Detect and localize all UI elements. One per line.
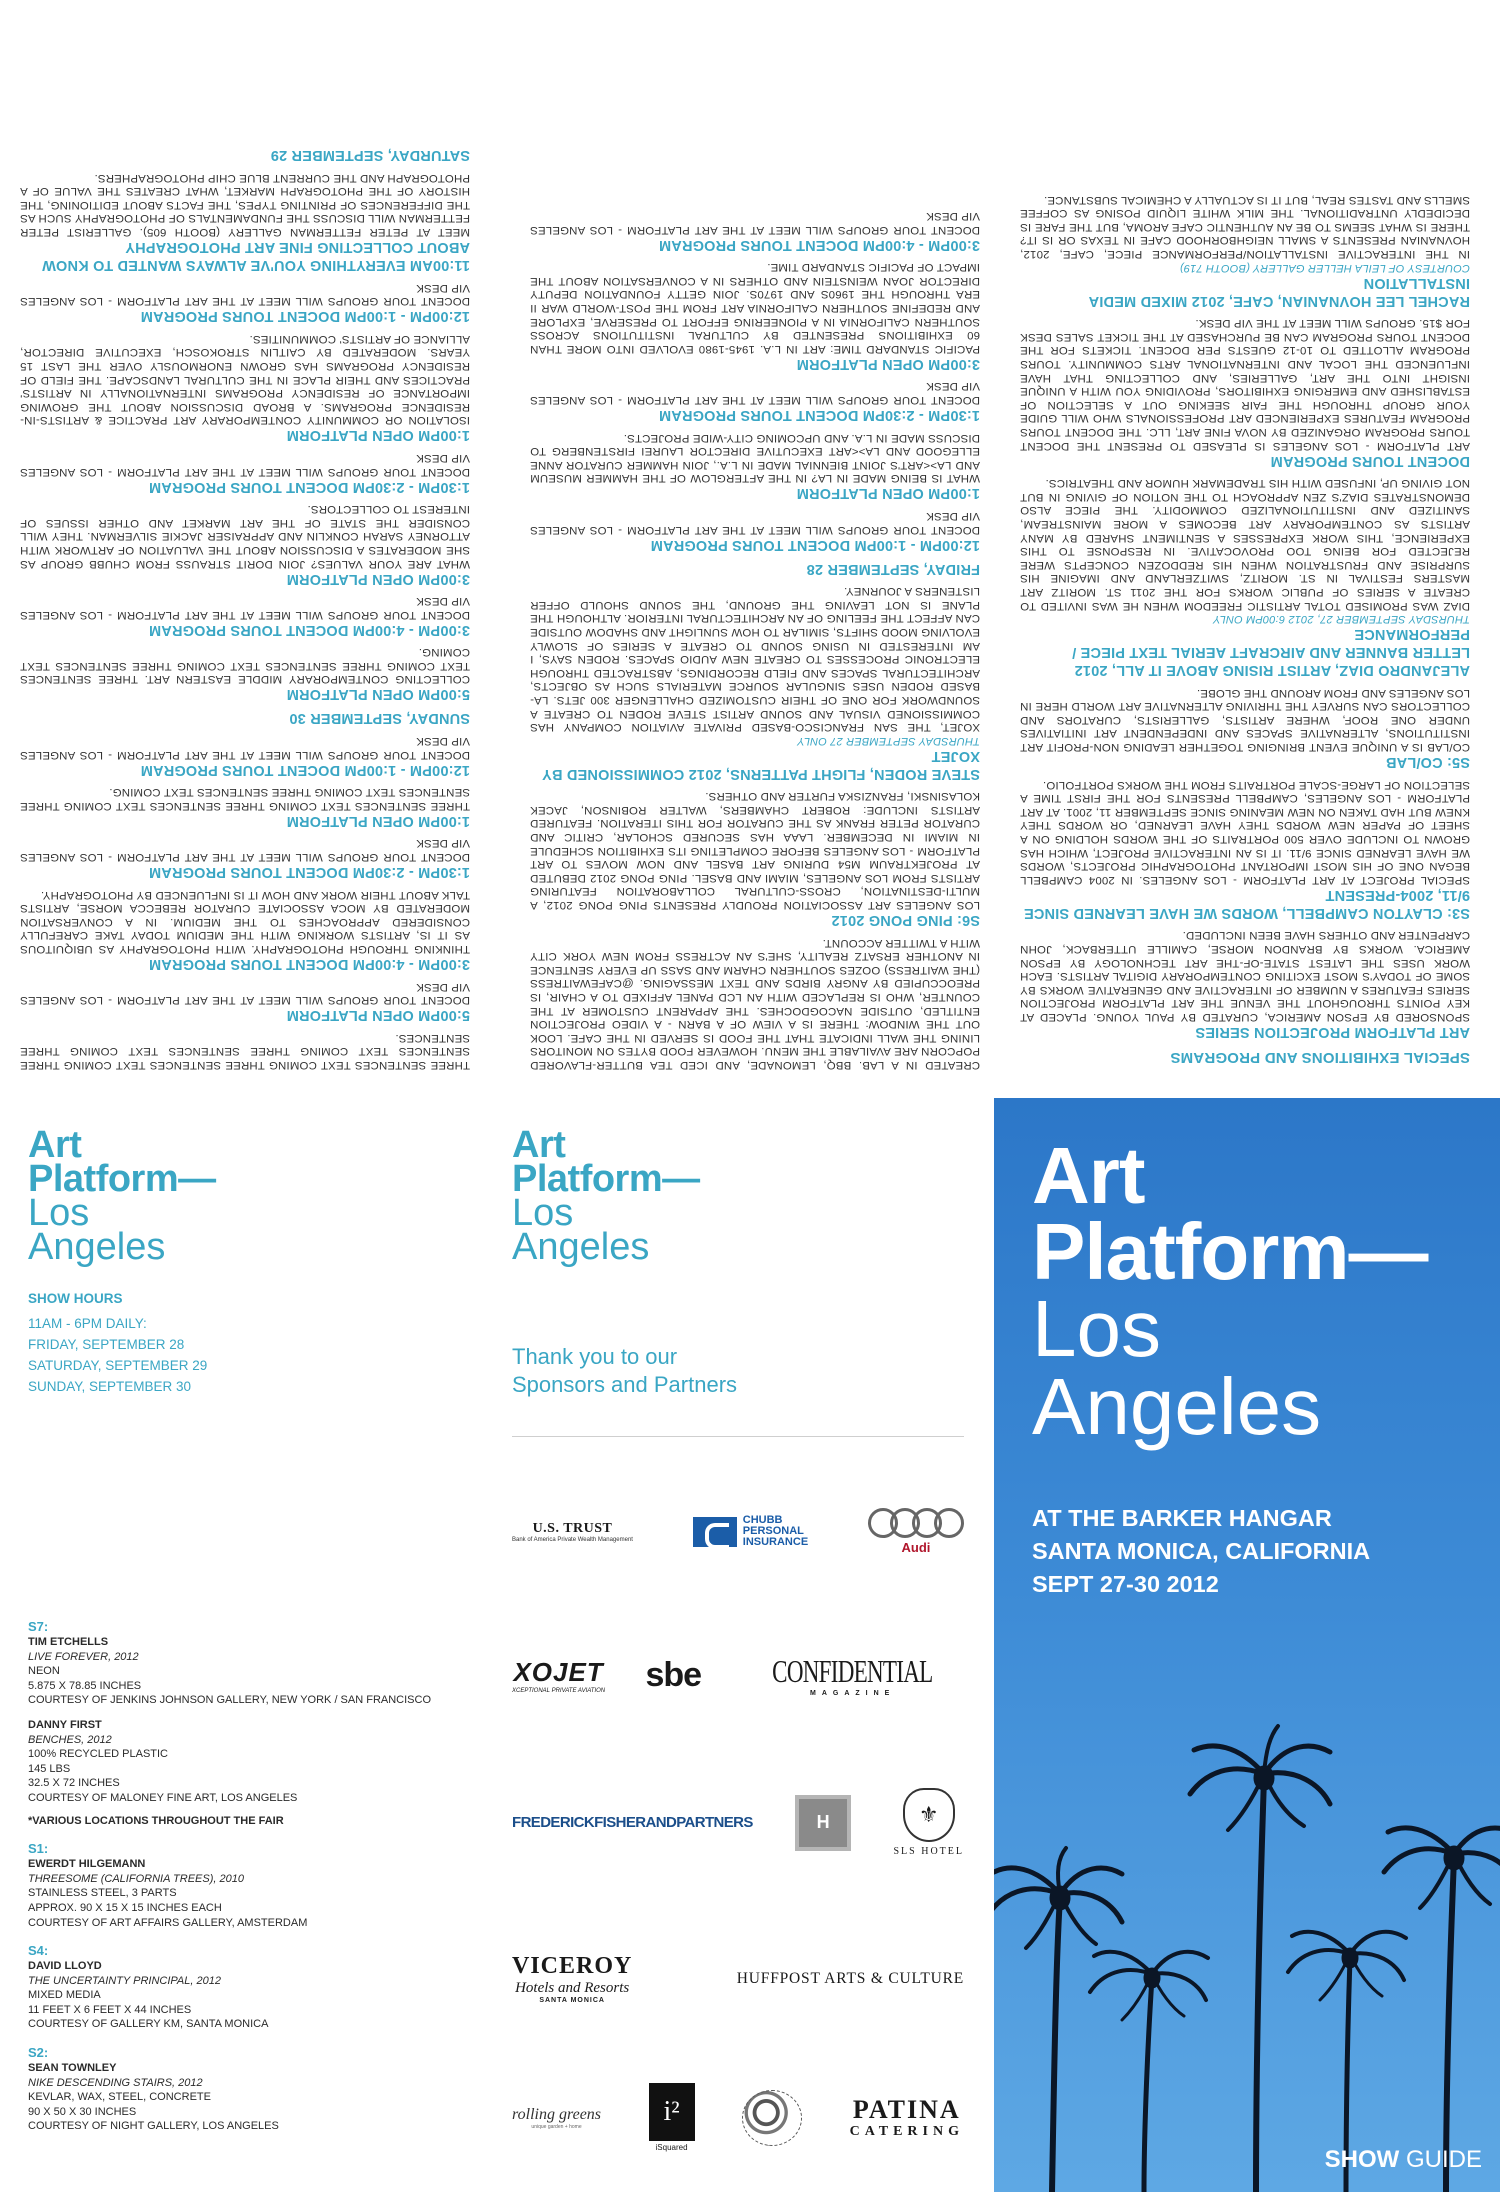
artwork-detail: 90 X 50 X 30 INCHES bbox=[28, 2105, 137, 2118]
thanks-line: Thank you to our bbox=[512, 1344, 678, 1369]
artwork-detail: 11 FEET X 6 FEET X 44 INCHES bbox=[28, 2003, 192, 2016]
program-title: 11:00AM EVERYTHING YOU'VE ALWAYS WANTED TO KNOW ABOUT COLLECTING FINE ART PHOTOGRAPHY bbox=[41, 239, 470, 274]
artwork-title: LIVE FOREVER, 2012 bbox=[28, 1650, 139, 1663]
program-body: DOCENT TOUR GROUPS WILL MEET AT THE ART PLATFORM - LOS ANGELES VIP DESK bbox=[530, 380, 980, 407]
program-body: DOCENT TOUR GROUPS WILL MEET AT THE ART PLATFORM - LOS ANGELES VIP DESK bbox=[20, 451, 470, 478]
program-subtitle: COURTESY OF LEILA HELLER GALLERY (BOOTH 719) bbox=[1179, 261, 1470, 274]
artwork-title: THREESOME (CALIFORNIA TREES), 2010 bbox=[28, 1872, 244, 1885]
program-column-middle bbox=[530, 203, 980, 1072]
program-body: DOCENT TOUR GROUPS WILL MEET AT THE ART PLATFORM - LOS ANGELES VIP DESK bbox=[20, 595, 470, 621]
xojet-tag: XCEPTIONAL PRIVATE AVIATION bbox=[512, 1687, 606, 1694]
program-title: ART PLATFORM PROJECTION SERIES bbox=[1195, 1024, 1470, 1040]
program-item bbox=[1020, 316, 1470, 470]
program-column-left bbox=[1020, 186, 1470, 1071]
xojet-name: XOJET bbox=[513, 1656, 604, 1687]
program-item bbox=[530, 379, 980, 424]
artwork-section-label: S2: bbox=[28, 2045, 49, 2061]
program-item bbox=[20, 1030, 470, 1071]
huffpost-logo bbox=[737, 1970, 964, 1988]
program-body: DOCENT TOUR GROUPS WILL MEET AT THE ART PLATFORM - LOS ANGELES VIP DESK bbox=[20, 735, 470, 761]
artwork-detail: 32.5 X 72 INCHES bbox=[28, 1777, 120, 1790]
program-body: DOCENT TOUR GROUPS WILL MEET AT THE ART PLATFORM - LOS ANGELES VIP DESK bbox=[530, 210, 980, 236]
program-title: FRIDAY, SEPTEMBER 28 bbox=[806, 560, 980, 577]
program-item bbox=[20, 146, 470, 164]
program-body: XOJET, THE SAN FRANCISCO-BASED PRIVATE AVIATION COMPANY HAS COMMISSIONED VISUAL AND SOUND ARTIST STEVE RODEN TO CREATE A SOUNDWORK FOR ONE OF THEIR CUSTOMIZED CHALLENGER 300 JETS. LA-BASED RODEN USES SINGULAR SOURCE MATERIALS SUCH AS OBJECTS, ARCHITECTURAL SPACES AND FIELD RECORDINGS, ABSTRACTED THROUGH ELECTRONIC PROCESSES TO CREATE NEW AUDIO SPACES. RODEN SAYS, I AM INTERESTED IN USING SOUND TO CREATE A SERIES OF SLOWLY EVOLVING MOOD SHIFTS, SIMILAR TO HOW SUNLIGHT AND SHADOW OUTSIDE CAN AFFECT THE FEELING OF AN ARCHITECTURAL INTERIOR. ALTHOUGH THE PLANE IS NOT LEAVING THE GROUND, THE SOUND SHOULD OFFER LISTENERS A JOURNEY. bbox=[530, 585, 980, 734]
program-item bbox=[20, 331, 470, 444]
show-guide-rest: GUIDE bbox=[1399, 2146, 1482, 2173]
program-item bbox=[20, 979, 470, 1024]
artwork-group bbox=[28, 2044, 468, 2134]
program-body: ART PLATFORM - LOS ANGELES IS PLEASED TO PRESENT THE DOCENT TOURS PROGRAM ORGANIZED BY NOVA FINE ART, LLC. THE DOCENT TOURS PROGRAM FEATURES EXPERIENCED ART PROFESSIONALS WHO WILL GUIDE YOUR GROUP THROUGH THE FAIR SEEKING OUT A SELECTION OF ESTABLISHED AND EMERGING EXHIBITORS, PROVIDING YOU WITH A UNIQUE INSIGHT INTO THE ART, GALLERIES, AND COLLECTING THAT HAVE INFLUENCED THE LOCAL AND INTERNATIONAL ARTS COMMUNITY. TOURS PROGRAM ALLOTTED TO 10-12 GUESTS PER DOCENT. TICKETS FOR THE DOCENT TOURS PROGRAM CAN BE PURCHASED AT THE TICKET SALES DESK FOR $15. GROUPS WILL MEET AT THE VIP DESK. bbox=[1020, 317, 1470, 452]
program-title: DOCENT TOURS PROGRAM bbox=[1270, 452, 1470, 469]
confidential-tag: MAGAZINE bbox=[810, 1690, 896, 1697]
brand-line-platform: Platform— bbox=[28, 1158, 216, 1200]
program-heading: SPECIAL EXHIBITIONS AND PROGRAMS bbox=[1170, 1049, 1470, 1066]
sbe-logo bbox=[645, 1656, 701, 1695]
chubb-mark-icon bbox=[693, 1517, 737, 1547]
program-body: CREATED IN A LAB. BBQ, LEMONADE, AND ICED TEA BUTTER-FLAVORED POPCORN ARE AVAILABLE THE MENU. HOWEVER FOOD BYTES ON MONITORS LINING THE WALL INDICATE THAT THE FOOD IS SERVED IN THE CAFE. LOOK OUT THE WINDOW: THERE IS A VIEW OF A BARN - A VIDEO PROJECTION ENTITLED, OUTSIDE NACOGDOCHES. THE APPARENT CUSTOMER AT THE COUNTER, WHO IS REPLACED WITH AN LCD PANEL AFFIXED TO A CHAIR, IS PREOCCUPIED BY ANGRY BIRDS AND TEXT MESSAGING. @CAFEWAITRESS (THE WAITRESS) OOZES SOUTHERN CHARM AND SASS UP EVERY SENTENCE IN ANOTHER ERSATZ REALITY, SHE'S AN ACTRESS FROM NEW YORK CITY WITH A TWITTER ACCOUNT. bbox=[530, 936, 980, 1071]
artwork-detail: 100% RECYCLED PLASTIC bbox=[28, 1748, 168, 1761]
program-item bbox=[20, 887, 470, 973]
program-title: SUNDAY, SEPTEMBER 30 bbox=[289, 710, 470, 727]
brand-line-angeles: Angeles bbox=[28, 1226, 166, 1268]
isquared-mark: i² bbox=[649, 2083, 695, 2141]
sponsor-row-1 bbox=[512, 1508, 964, 1555]
program-item bbox=[530, 789, 980, 929]
program-list-middle bbox=[530, 209, 980, 1072]
patina-logo bbox=[850, 2096, 964, 2140]
viceroy-name: VICEROY bbox=[512, 1953, 633, 1979]
program-body: ISOLATION OR COMMUNITY CONTEMPORARY ART PRACTICE & ARTISTS-IN-RESIDENCE PROGRAMS. A BROAD DISCUSSION ABOUT THE GROWING IMPORTANCE OF RESIDENCY PROGRAMS INTERNATIONALLY IN ARTISTS' PRACTICES AND THEIR PLACE IN THE CULTURAL LANDSCAPE. THE FIELD OF RESIDENCY PROGRAMS HAS GROWN ENORMOUSLY OVER THE LAST 15 YEARS. MODERATED BY CAITLIN STROKOSCH, EXECUTIVE DIRECTOR, ALLIANCE OF ARTISTS' COMMUNITIES. bbox=[20, 332, 470, 427]
cover-title-los: Los bbox=[1032, 1284, 1161, 1373]
h-mark: H bbox=[795, 1795, 851, 1851]
artwork-entry bbox=[28, 1718, 468, 1806]
program-title: 5:00PM OPEN PLATFORM bbox=[286, 1007, 470, 1024]
program-item bbox=[530, 560, 980, 578]
program-title: 3:00PM - 4:00PM DOCENT TOURS PROGRAM bbox=[148, 621, 470, 638]
program-item bbox=[530, 584, 980, 783]
program-item bbox=[20, 450, 470, 495]
program-column-right bbox=[20, 140, 470, 1071]
artwork-title: NIKE DESCENDING STAIRS, 2012 bbox=[28, 2076, 203, 2089]
show-guide-bold: SHOW bbox=[1324, 2146, 1400, 2173]
cover-title-platform: Platform— bbox=[1032, 1207, 1428, 1296]
artwork-section-label: S4: bbox=[28, 1943, 49, 1959]
artwork-entry bbox=[28, 2061, 468, 2134]
program-title: 5:00PM OPEN PLATFORM bbox=[286, 686, 470, 703]
program-list-left bbox=[1020, 192, 1470, 1041]
artwork-detail: 5.875 X 78.85 INCHES bbox=[28, 1679, 142, 1692]
program-item bbox=[1020, 777, 1470, 922]
artwork-entry bbox=[28, 1635, 468, 1708]
program-item bbox=[20, 594, 470, 639]
program-item bbox=[530, 430, 980, 502]
sls-crest-icon: ⚜ bbox=[903, 1788, 955, 1842]
program-title: ALEJANDRO DIAZ, ARTIST RISING ABOVE IT ALL, 2012 LETTER BANNER AND AIRCRAFT AERIAL TEXT PIECE / PERFORMANCE bbox=[1071, 626, 1470, 679]
program-title: 3:00PM - 4:00PM DOCENT TOURS PROGRAM bbox=[148, 956, 470, 973]
artwork-detail: STAINLESS STEEL, 3 PARTS bbox=[28, 1887, 177, 1900]
viceroy-tag: SANTA MONICA bbox=[539, 1997, 605, 2004]
panel-sponsors bbox=[482, 1098, 994, 2192]
h-logo bbox=[795, 1795, 851, 1851]
program-body: THINKING THROUGH PHOTOGRAPHY. WITH PHOTOGRAPHY AS UBIQUITOUS AS IT IS, ARTISTS WORKING WITH THE MEDIUM TODAY TAKE CAREFULLY CONSIDERED APPROACHES TO THE MEDIUM. IN A CONVERSATION MODERATED BY MOCA ASSOCIATE CURATOR REBECCA MORSE, ARTISTS TALK ABOUT THEIR WORK AND HOW IT IS INFLUENCED BY PHOTOGRAPHY. bbox=[20, 888, 470, 956]
program-item bbox=[20, 836, 470, 881]
program-title: 1:30PM - 2:30PM DOCENT TOURS PROGRAM bbox=[148, 864, 470, 881]
brand-line-angeles: Angeles bbox=[512, 1226, 650, 1268]
show-hours-title: SHOW HOURS bbox=[28, 1291, 123, 1306]
artwork-artist: SEAN TOWNLEY bbox=[28, 2062, 117, 2075]
audi-name: Audi bbox=[901, 1540, 931, 1555]
huffpost-name: HUFFPOST ARTS & CULTURE bbox=[736, 1969, 964, 1987]
emblem-icon bbox=[742, 2090, 802, 2146]
program-body: THREE SENTENCES TEXT COMING THREE SENTENCES TEXT COMING THREE SENTENCES TEXT COMING THREE SENTENCES TEXT COMING. bbox=[20, 786, 470, 812]
artwork-group bbox=[28, 1840, 468, 1930]
cover-title-art: Art bbox=[1032, 1131, 1145, 1220]
program-body: CO/LAB IS A UNIQUE EVENT BRINGING TOGETHER LEADING NON-PROFIT ART INSTITUTIONS, ALTERNATIVE SPACES AND INDEPENDENT ART INITIATIVES UNDER ONE ROOF, WHERE ARTISTS, GALLERISTS, CURATORS AND COLLECTORS CAN SURVEY THE THRIVING ALTERNATIVE ART WORLD HERE IN LOS ANGELES AND FROM AROUND THE GLOBE. bbox=[1020, 686, 1470, 754]
rotated-program-section bbox=[0, 0, 1500, 1095]
program-title: S3: CLAYTON CAMPBELL, WORDS WE HAVE LEARNED SINCE 9/11, 2004-PRESENT bbox=[1023, 886, 1470, 921]
program-title: 1:30PM - 2:30PM DOCENT TOURS PROGRAM bbox=[658, 407, 980, 424]
artwork-detail: COURTESY OF MALONEY FINE ART, LOS ANGELES bbox=[28, 1791, 298, 1804]
venue-dates: SEPT 27-30 2012 bbox=[1032, 1571, 1219, 1597]
artwork-detail: MIXED MEDIA bbox=[28, 1989, 101, 2002]
artwork-title: BENCHES, 2012 bbox=[28, 1733, 112, 1746]
program-item bbox=[20, 710, 470, 728]
viceroy-logo bbox=[512, 1953, 632, 2004]
audi-logo bbox=[868, 1508, 964, 1555]
program-item bbox=[20, 645, 470, 704]
rolling-greens-logo bbox=[512, 2106, 601, 2130]
palm-trees-photo bbox=[994, 1658, 1500, 2192]
sponsor-row-2 bbox=[512, 1653, 964, 1697]
program-body: WHAT ARE YOUR VALUES? JOIN DORIT STRAUSS FROM CHUBB GROUP AS SHE MODERATES A DISCUSSION ABOUT THE VALUATION OF ARTWORK WITH ATTORNEY SARAH CONKLIN AND APPRAISER JACKIE SILVERMAN. THEY WILL CONSIDER THE STATE OF THE ART MARKET AND OTHER ISSUES OF INTEREST TO COLLECTORS. bbox=[20, 503, 470, 570]
program-item bbox=[530, 209, 980, 254]
program-title: 1:00PM OPEN PLATFORM bbox=[286, 812, 470, 829]
artwork-artist: DAVID LLOYD bbox=[28, 1960, 102, 1973]
brand-line-platform: Platform— bbox=[512, 1158, 700, 1200]
program-item bbox=[1020, 928, 1470, 1041]
viceroy-script: Hotels and Resorts bbox=[515, 1980, 630, 1996]
program-body: DOCENT TOUR GROUPS WILL MEET AT THE ART PLATFORM - LOS ANGELES VIP DESK bbox=[20, 281, 470, 308]
rolling-greens-tag: unique garden + home bbox=[531, 2123, 582, 2130]
isquared-name: iSquared bbox=[655, 2143, 688, 2152]
program-item bbox=[20, 785, 470, 830]
artwork-note: *VARIOUS LOCATIONS THROUGHOUT THE FAIR bbox=[28, 1814, 284, 1827]
program-body: DOCENT TOUR GROUPS WILL MEET AT THE ART PLATFORM - LOS ANGELES VIP DESK bbox=[20, 980, 470, 1007]
program-title: 3:00PM OPEN PLATFORM bbox=[796, 355, 980, 372]
cover-title bbox=[1032, 1131, 1428, 1451]
program-body: LOS ANGELES ART ASSOCIATION PROUDLY PRESENTS PING PONG 2012, A MULTI-DESTINATION, CROSS-CULTURAL COLLABORATION FEATURING ARTISTS FROM LOS ANGELES, MIAMI AND BASEL. PING PONG 2012 DEBUTED AT PROJEKTRAUM M54 DURING ART BASEL AND NOW MOVES TO ART PLATFORM - LOS ANGELES BEFORE COMPLETING ITS EXHIBITION SCHEDULE IN MIAMI IN DECEMBER. LAAA HAS SECURED SCHOLAR, CRITIC AND CURATOR PETER FRANK AS THE CURATOR FOR THIS ITERATION. FEATURED ARTISTS INCLUDE: ROBERT CHAMBERS, WALTER ROBINSON, JACEK KOLASINSKI, FRANZISKA FURTER AND OTHERS. bbox=[530, 790, 980, 912]
show-hours bbox=[28, 1288, 207, 1397]
artwork-group bbox=[28, 1942, 468, 2032]
us-trust-name: U.S. TRUST bbox=[532, 1520, 613, 1536]
chubb-logo bbox=[693, 1515, 808, 1548]
chubb-line: CHUBB bbox=[742, 1514, 783, 1526]
artwork-section-label: S7: bbox=[28, 1619, 49, 1634]
artwork-detail: COURTESY OF GALLERY KM, SANTA MONICA bbox=[28, 2018, 269, 2031]
program-body: PACIFIC STANDARD TIME: ART IN L.A. 1945-1980 EVOLVED INTO MORE THAN 60 EXHIBITIONS PRESENTED BY CULTURAL INSTITUTIONS ACROSS SOUTHERN CALIFORNIA IN A PIONEERING EFFORT TO PRESERVE, EXPLORE AND REDEFINE SOUTHERN CALIFORNIA ART FROM THE POST-WORLD WAR II ERA THROUGH THE 1960S AND 1970S. JOIN GETTY FOUNDATION DEPUTY DIRECTOR JOAN WEINSTEIN AND OTHERS IN A CONVERSATION ABOUT THE IMPACT OF PACIFIC STANDARD TIME. bbox=[530, 261, 980, 355]
brand-line-art: Art bbox=[28, 1124, 82, 1166]
program-body: THREE SENTENCES TEXT COMING THREE SENTENCES TEXT COMING THREE SENTENCES TEXT COMING THREE SENTENCES TEXT COMING THREE SENTENCES. bbox=[20, 1031, 470, 1071]
program-item bbox=[20, 170, 470, 274]
program-subtitle: THURSDAY SEPTEMBER 27, 2012 6:00PM ONLY bbox=[1212, 613, 1470, 626]
artwork-detail: COURTESY OF ART AFFAIRS GALLERY, AMSTERDAM bbox=[28, 1916, 308, 1929]
sls-hotel-logo bbox=[894, 1788, 965, 1857]
program-title: STEVE RODEN, FLIGHT PATTERNS, 2012 COMMISSIONED BY XOJET bbox=[542, 747, 980, 782]
program-body: WHAT IS BEING MADE IN LA? IN THE AFTERGLOW OF THE HAMMER MUSEUM AND LA><ART'S JOINT BIENNIAL MADE IN L.A., JOIN HAMMER CURATOR ANNE ELLEGOOD AND LA><ART EXECUTIVE DIRECTOR LAUREI FIRSTENBERG TO DISCUSS MADE IN L.A. AND UPCOMING CITY-WIDE PROJECTS. bbox=[530, 431, 980, 485]
program-item bbox=[530, 935, 980, 1071]
program-title: 1:00PM OPEN PLATFORM bbox=[286, 427, 470, 444]
artwork-entry bbox=[28, 1959, 468, 2032]
artwork-artist: EWERDT HILGEMANN bbox=[28, 1858, 146, 1871]
program-item bbox=[1020, 476, 1470, 680]
program-title: 12:00PM - 1:00PM DOCENT TOURS PROGRAM bbox=[140, 761, 470, 778]
us-trust-logo bbox=[512, 1521, 633, 1543]
chubb-line: PERSONAL bbox=[742, 1525, 804, 1537]
cover-title-angeles: Angeles bbox=[1032, 1362, 1322, 1451]
artwork-list bbox=[28, 1618, 468, 2146]
show-hours-line: 11AM - 6PM DAILY: bbox=[28, 1316, 147, 1331]
confidential-name: CONFIDENTIAL bbox=[772, 1653, 933, 1689]
program-item bbox=[530, 508, 980, 553]
artwork-title: THE UNCERTAINTY PRINCIPAL, 2012 bbox=[28, 1974, 221, 1987]
venue-line: AT THE BARKER HANGAR bbox=[1032, 1505, 1332, 1531]
program-body: IN THE INTERACTIVE INSTALLATION/PERFORMANCE PIECE, CAFE, 2012, HOVNANIAN PRESENTS A SMALL NEIGHBORHOOD CAFE IN TEXAS OR IS IT? THERE IS WHAT SEEMS TO BE AN AUTHENTIC CAFE AROMA, BUT THE FARE IS DECIDEDLY UNTRADITIONAL. THE MILK WHITE LIQUID POSING AS COFFEE SMELLS AND TASTES REAL, BUT IT IS ACTUALLY A CHEMICAL SUBSTANCE. bbox=[1020, 193, 1470, 261]
thanks-line: Sponsors and Partners bbox=[512, 1372, 738, 1397]
program-list-right bbox=[20, 146, 470, 1071]
sponsor-row-5 bbox=[512, 2083, 964, 2152]
artwork-artist: DANNY FIRST bbox=[28, 1718, 102, 1731]
sbe-name: sbe bbox=[645, 1655, 702, 1694]
artwork-section-label: S1: bbox=[28, 1841, 49, 1857]
program-item bbox=[1020, 685, 1470, 771]
artwork-detail: KEVLAR, WAX, STEEL, CONCRETE bbox=[28, 2091, 211, 2104]
artwork-detail: APPROX. 90 X 15 X 15 INCHES EACH bbox=[28, 1901, 222, 1914]
artwork-detail: 145 LBS bbox=[28, 1762, 71, 1775]
ffp-name: FREDERICKFISHERANDPARTNERS bbox=[512, 1814, 753, 1831]
divider bbox=[512, 1436, 964, 1437]
panel-show-hours bbox=[0, 1098, 482, 2192]
us-trust-tag: Bank of America Private Wealth Management bbox=[512, 1536, 633, 1543]
show-hours-line: SUNDAY, SEPTEMBER 30 bbox=[28, 1379, 192, 1394]
program-title: 12:00PM - 1:00PM DOCENT TOURS PROGRAM bbox=[140, 308, 470, 325]
program-item bbox=[20, 734, 470, 779]
program-title: S5: CO/LAB bbox=[1385, 754, 1470, 771]
la-confidential-logo bbox=[741, 1653, 964, 1697]
venue-line: SANTA MONICA, CALIFORNIA bbox=[1032, 1538, 1371, 1564]
frederick-fisher-logo bbox=[512, 1814, 753, 1831]
program-subtitle: THURSDAY SEPTEMBER 27 ONLY bbox=[797, 734, 980, 747]
program-body: SPECIAL PROJECT AT ART PLATFORM - LOS ANGELES. IN 2004 CAMPBELL BEGAN ONE OF HIS MOST IMPORTANT PHOTOGRAPHIC PROJECTS, WORDS WE HAVE LEARNED SINCE 9/11. IT IS AN INTERACTIVE PROJECT, WHICH HAS GROWN TO INCLUDE OVER 500 PORTRAITS OF THE WORDS HOLDING ON A SHEET OF PAPER NEW WORDS THEY HAVE LEARNED, OR WORDS THEY KNEW BUT HAD TAKEN ON NEW MEANING SINCE SEPTEMBER 11, 2001. AT ART PLATFORM - LOS ANGELES, CAMPBELL PRESENTS FOR THE FIRST TIME A SELECTION OF LARGE-SCALE PORTRAITS FROM THE WORKS PORTFOLIO. bbox=[1020, 778, 1470, 886]
artwork-artist: TIM ETCHELLS bbox=[28, 1636, 109, 1648]
program-item bbox=[20, 280, 470, 325]
sponsor-row-4 bbox=[512, 1953, 964, 2004]
artwork-detail: COURTESY OF NIGHT GALLERY, LOS ANGELES bbox=[28, 2120, 279, 2133]
program-title: 1:30PM - 2:30PM DOCENT TOURS PROGRAM bbox=[148, 478, 470, 495]
artwork-group bbox=[28, 1618, 468, 1828]
program-title: 3:00PM OPEN PLATFORM bbox=[286, 570, 470, 587]
program-title: 1:00PM OPEN PLATFORM bbox=[796, 485, 980, 502]
brand-line-art: Art bbox=[512, 1124, 566, 1166]
program-title: S6: PING PONG 2012 bbox=[831, 912, 980, 929]
brand-line-los: Los bbox=[512, 1192, 574, 1234]
isquared-logo bbox=[649, 2083, 695, 2152]
circular-emblem-logo bbox=[742, 2090, 802, 2146]
chubb-wordmark bbox=[743, 1515, 808, 1548]
program-body: DIAZ WAS PROMISED TOTAL ARTISTIC FREEDOM WHEN HE WAS INVITED TO CREATE A SERIES OF PUBLIC WORKS FOR THE 2011 ST. MORITZ ART MASTERS FESTIVAL IN ST. MORITZ, SWITZERLAND AND IMAGINE HIS SURPRISE AND FRUSTRATION WHEN HIS REDDOZEN CONCEPTS WERE REJECTED FOR BEING TOO PROVOCATIVE. IN RESPONSE TO THIS EXPERIENCE, THIS WORK EXPRESSES A SENTIMENT SHARED BY MANY ARTISTS AS CONTEMPORARY ART BECOMES A MORE MAINSTREAM, SANITIZED AND INSTITUTIONALIZED COMMODITY. THE PIECE ALSO DEMONSTRATES DIAZ'S ZEN APPROACH TO THE NOTION OF GIVING IN BUT NOT GIVING UP, INFUSED WITH HIS TRADEMARK HUMOR AND THEATRICS. bbox=[1020, 477, 1470, 612]
program-body: COLLECTING CONTEMPORARY MIDDLE EASTERN ART. THREE SENTENCES TEXT COMING THREE SENTENCES TEXT COMING THREE SENTENCES TEXT COMING. bbox=[20, 646, 470, 686]
sponsor-row-3 bbox=[512, 1788, 964, 1857]
artwork-detail: COURTESY OF JENKINS JOHNSON GALLERY, NEW YORK / SAN FRANCISCO bbox=[28, 1694, 432, 1707]
brand-wordmark bbox=[512, 1124, 700, 1268]
chubb-line: INSURANCE bbox=[742, 1536, 809, 1548]
artwork-detail: NEON bbox=[28, 1665, 60, 1678]
sponsors-thanks bbox=[512, 1343, 737, 1399]
cover-venue bbox=[1032, 1502, 1370, 1601]
patina-tag: CATERING bbox=[849, 2123, 964, 2139]
program-title: 12:00PM - 1:00PM DOCENT TOURS PROGRAM bbox=[650, 536, 980, 553]
rolling-greens-name: rolling greens bbox=[512, 2105, 602, 2123]
patina-name: PATINA bbox=[852, 2094, 961, 2124]
brand-line-los: Los bbox=[28, 1192, 90, 1234]
program-item bbox=[20, 502, 470, 588]
program-title: SATURDAY, SEPTEMBER 29 bbox=[270, 147, 470, 164]
program-body: SPONSORED BY EPSON AMERICA, CURATED BY PAUL YOUNG. PLACED AT KEY POINTS THROUGHOUT THE VENUE THE ART PLATFORM PROJECTION SERIES FEATURES A NUMBER OF INTERACTIVE AND GENERATIVE WORKS BY SOME OF TODAY'S MOST EXCITING CONTEMPORARY DIGITAL ARTISTS. EACH WORK USES THE LATEST STATE-OF-THE ART TECHNOLOGY BY EPSON AMERICA. WORKS BY BRANDON MORSE, CAMILLE UTTERBACK, JOHN CARPENTER AND OTHERS HAVE BEEN INCLUDED. bbox=[1020, 929, 1470, 1023]
program-body: MEET AT PETER FETTERMAN GALLERY (BOOTH 605). GALLERIST PETER FETTERMAN WILL DISCUSS THE FUNDAMENTALS OF PHOTOGRAPHY SUCH AS THE DIFFERENCES OF PRINTING TYPES, THE FACTS ABOUT EDITIONING, THE HISTORY OF THE PHOTOGRAPH MARKET, WHAT CREATES THE VALUE OF A PHOTOGRAPH AND THE CURRENT BLUE CHIP PHOTOGRAPHERS. bbox=[20, 171, 470, 239]
brand-wordmark bbox=[28, 1124, 216, 1268]
program-title: RACHEL LEE HOVNANIAN, CAFE, 2012 MIXED MEDIA INSTALLATION bbox=[1088, 274, 1470, 309]
show-hours-line: FRIDAY, SEPTEMBER 28 bbox=[28, 1337, 185, 1352]
show-hours-line: SATURDAY, SEPTEMBER 29 bbox=[28, 1358, 208, 1373]
program-body: DOCENT TOUR GROUPS WILL MEET AT THE ART PLATFORM - LOS ANGELES VIP DESK bbox=[530, 510, 980, 536]
program-item bbox=[1020, 192, 1470, 310]
program-item bbox=[530, 260, 980, 373]
program-body: DOCENT TOUR GROUPS WILL MEET AT THE ART PLATFORM - LOS ANGELES VIP DESK bbox=[20, 837, 470, 864]
xojet-logo bbox=[512, 1657, 605, 1694]
artwork-entry bbox=[28, 1857, 468, 1930]
cover-panel bbox=[994, 1098, 1500, 2192]
sls-name: SLS HOTEL bbox=[893, 1846, 964, 1857]
audi-rings-icon bbox=[868, 1508, 964, 1538]
program-title: 3:00PM - 4:00PM DOCENT TOURS PROGRAM bbox=[658, 236, 980, 253]
show-guide-label bbox=[1325, 2146, 1482, 2174]
